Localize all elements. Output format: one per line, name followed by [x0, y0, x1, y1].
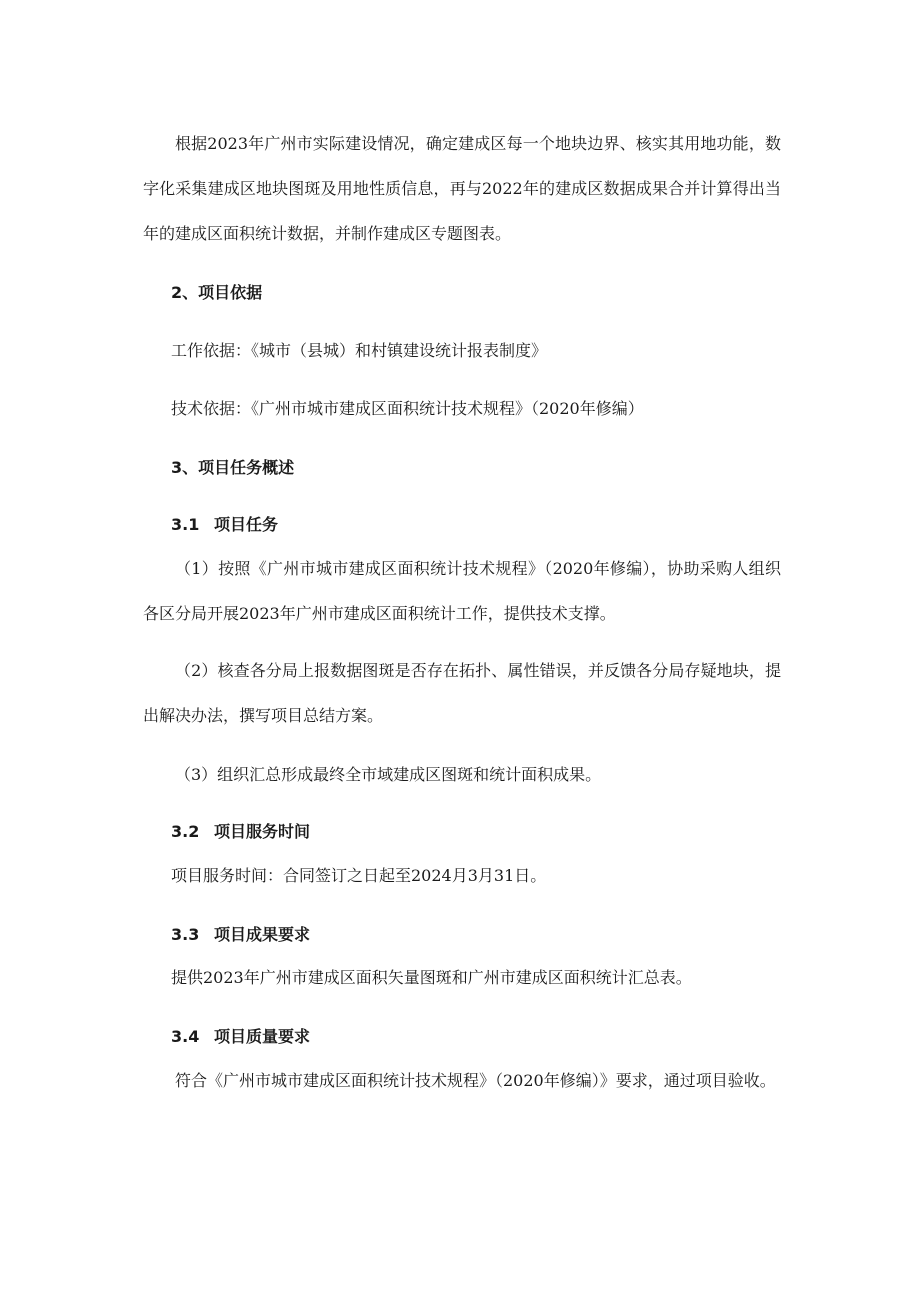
section-3-3-title: 项目成果要求: [214, 925, 311, 944]
work-basis-text: 工作依据：《城市（县城）和村镇建设统计报表制度》: [171, 341, 548, 360]
section-3-1-heading: [171, 513, 278, 537]
section-3-heading: [171, 456, 294, 480]
section-3-4-title: 项目质量要求: [214, 1027, 311, 1046]
section-3-4-number: 3.4: [171, 1027, 200, 1046]
section-3-2-number: 3.2: [171, 822, 200, 841]
section-3-1-number: 3.1: [171, 515, 200, 534]
section-3-4-heading: [171, 1025, 310, 1049]
intro-paragraph: 根据2023年广州市实际建设情况，确定建成区每一个地块边界、核实其用地功能，数字化采集建成区地块图斑及用地性质信息，再与2022年的建成区数据成果合并计算得出当年的建成区面积统计数据，并制作建成区专题图表。: [143, 134, 781, 243]
section-3-title: 项目任务概述: [198, 458, 295, 477]
section-3-2-heading: [171, 820, 310, 844]
section-2-number: 2、: [171, 283, 199, 302]
section-2-title: 项目依据: [198, 283, 263, 302]
service-time-text: 项目服务时间：合同签订之日起至2024月3月31日。: [171, 866, 547, 885]
section-3-number: 3、: [171, 458, 199, 477]
section-3-3-heading: [171, 923, 310, 947]
section-3-3-number: 3.3: [171, 925, 200, 944]
section-2-heading: [171, 281, 262, 305]
section-3-1-title: 项目任务: [214, 515, 279, 534]
quality-text: 符合《广州市城市建成区面积统计技术规程》（2020年修编）》要求，通过项目验收。: [175, 1071, 776, 1090]
tech-basis-text: 技术依据：《广州市城市建成区面积统计技术规程》（2020年修编）: [171, 399, 644, 418]
task-item-2: （2）核查各分局上报数据图斑是否存在拓扑、属性错误，并反馈各分局存疑地块，提出解决办法，撰写项目总结方案。: [143, 661, 781, 725]
section-3-2-title: 项目服务时间: [214, 822, 311, 841]
deliverables-text: 提供2023年广州市建成区面积矢量图斑和广州市建成区面积统计汇总表。: [171, 968, 692, 987]
task-item-1: （1）按照《广州市城市建成区面积统计技术规程》（2020年修编），协助采购人组织各区分局开展2023年广州市建成区面积统计工作，提供技术支撑。: [143, 559, 781, 623]
task-item-3: （3）组织汇总形成最终全市域建成区图斑和统计面积成果。: [175, 765, 602, 784]
